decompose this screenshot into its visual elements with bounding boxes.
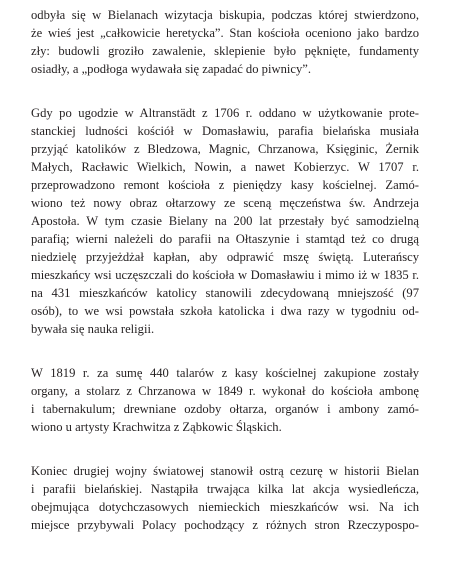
text-line: stanckiej ludności kościół w Domasławiu, parafia bielańska musiała: [31, 124, 419, 138]
text-line: zły: budowli groziło zawalenie, sklepienie było pęknięte, fundamenty: [31, 44, 419, 58]
text-line: i tabernakulum; drewniane ozdoby ołtarza, organów i ambony zamó-: [31, 402, 419, 416]
text-line: mieszkańcy wsi uczęszczali do kościoła w Domasławiu i mimo iż w 1835 r.: [31, 268, 419, 282]
text-line: i parafii bielańskiej. Nastąpiła trwająca kilka lat akcja wysiedleńcza,: [31, 482, 419, 496]
text-line: Gdy po ugodzie w Altranstädt z 1706 r. oddano w użytkowanie prote-: [31, 106, 419, 120]
text-line: miejsce przybywali Polacy pochodzący z różnych stron Rzeczypospo-: [31, 518, 419, 532]
text-line: odbyła się w Bielanach wizytacja biskupia, podczas której stwierdzono,: [31, 8, 419, 22]
text-line: przyjąć katolików z Bledzowa, Magnic, Chrzanowa, Księginic, Żernik: [31, 142, 419, 156]
text-line: na 431 mieszkańców katolicy stanowili zdecydowaną mniejszość (97: [31, 286, 419, 300]
text-line: że wieś jest „całkowicie heretycka”. Stan kościoła oceniono jako bardzo: [31, 26, 419, 40]
text-line: niedzielę przyjeżdżał kapłan, aby odprawić mszę świętą. Luterańscy: [31, 250, 419, 264]
text-line: Koniec drugiej wojny światowej stanowił ostrą cezurę w historii Bielan: [31, 464, 419, 478]
text-line: osób), to we wsi powstała szkoła katolicka i dwa razy w tygodniu od-: [31, 304, 419, 318]
text-line: Apostoła. W tym czasie Bielany na 200 lat przestały być samodzielną: [31, 214, 419, 228]
text-line: wiono też nowy obraz ołtarzowy ze sceną męczeństwa św. Andrzeja: [31, 196, 419, 210]
text-line: organy, a stolarz z Chrzanowa w 1849 r. wykonał do kościoła ambonę: [31, 384, 419, 398]
text-line: bywała się nauka religii.: [31, 322, 155, 336]
text-line: obejmująca dotychczasowych niemieckich mieszkańców wsi. Na ich: [31, 500, 419, 514]
text-line: parafią; wierni należeli do parafii na Ołtaszynie i stamtąd też co drugą: [31, 232, 419, 246]
text-line: W 1819 r. za sumę 440 talarów z kasy kościelnej zakupione zostały: [31, 366, 419, 380]
text-line: osiadły, a „podłoga wydawała się zapadać do piwnicy”.: [31, 62, 311, 76]
text-line: Małych, Racławic Wielkich, Nowin, a nawet Kobierzyc. W 1707 r.: [31, 160, 419, 174]
text-line: przeprowadzono remont kościoła z pieniędzy kasy kościelnej. Zamó-: [31, 178, 419, 192]
text-line: wiono u artysty Krachwitza z Ząbkowic Śląskich.: [31, 420, 282, 434]
